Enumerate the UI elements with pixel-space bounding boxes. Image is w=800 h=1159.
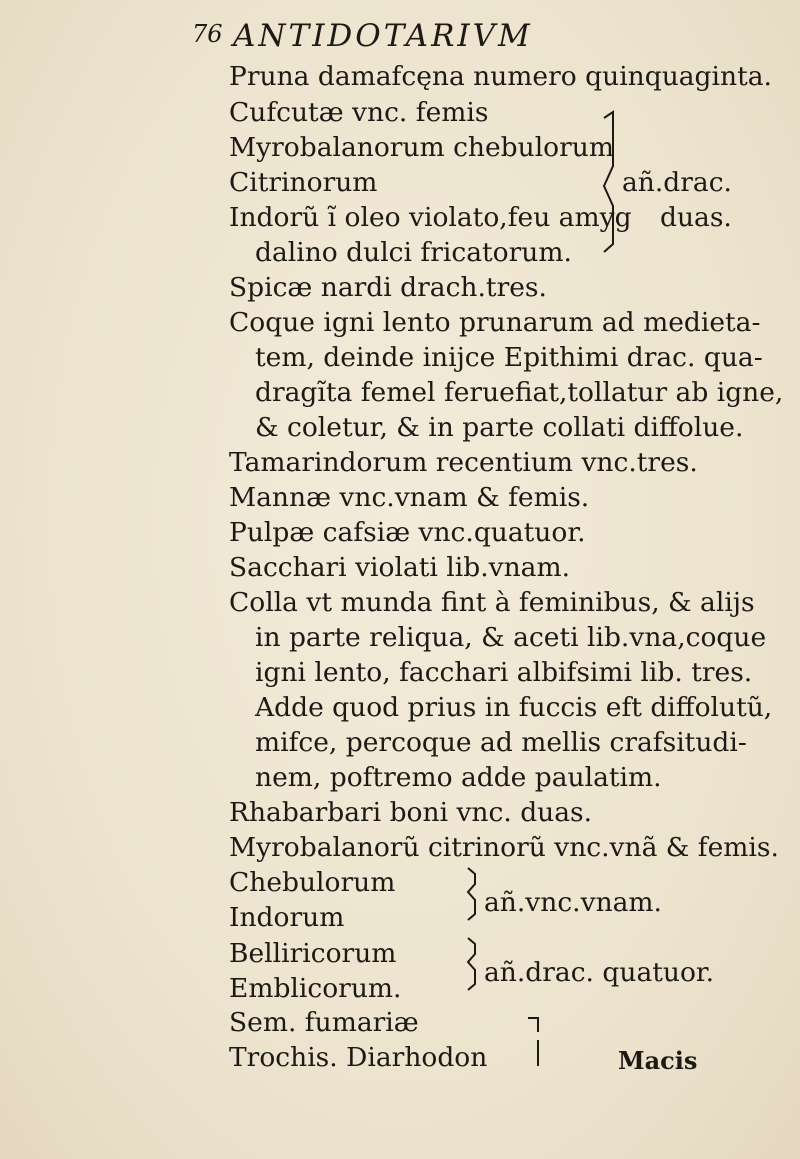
text-line: nem, poftremo adde paulatim. [255,762,662,793]
running-title: ANTIDOTARIVM [233,18,533,54]
brace-label: añ.drac. quatuor. [484,957,715,988]
brace-mark [468,868,475,920]
text-line: Pruna damafcęna numero quinquaginta. [229,61,772,92]
text-line: Mannæ vnc.vnam & femis. [229,482,590,513]
brace-mark [468,938,475,990]
text-line: Coque igni lento prunarum ad medieta- [229,307,761,338]
text-line: Belliricorum [229,938,397,969]
catchword: Macis [618,1046,698,1075]
brace-label: añ.drac. [622,167,732,198]
text-line: Sacchari violati lib.vnam. [229,552,571,583]
text-line: Cufcutæ vnc. femis [229,97,489,128]
text-line: dragĩta femel feruefiat,tollatur ab igne, [255,377,784,408]
text-line: tem, deinde inijce Epithimi drac. qua- [255,342,763,373]
text-line: Tamarindorum recentium vnc.tres. [229,447,698,478]
text-line: Indorũ ĩ oleo violato,feu amyg [229,202,632,233]
page-number: 76 [192,20,223,48]
text-line: Myrobalanorũ citrinorũ vnc.vnã & femis. [229,832,779,863]
text-line: Spicæ nardi drach.tres. [229,272,547,303]
text-line: Pulpæ cafsiæ vnc.quatuor. [229,517,586,548]
text-line: Trochis. Diarhodon [229,1042,488,1073]
text-line: Rhabarbari boni vnc. duas. [229,797,593,828]
text-line: Myrobalanorum chebulorum [229,132,614,163]
text-line: Adde quod prius in fuccis eft diffolutũ, [255,692,773,723]
brace-mark [528,1018,538,1032]
text-line: mifce, percoque ad mellis crafsitudi- [255,727,747,758]
brace-label: duas. [660,202,732,233]
text-line: Citrinorum [229,167,378,198]
text-line: in parte reliqua, & aceti lib.vna,coque [255,622,767,653]
text-line: & coletur, & in parte collati diffolue. [255,412,744,443]
text-line: Emblicorum. [229,973,402,1004]
text-line: Sem. fumariæ [229,1007,419,1038]
text-line: Colla vt munda fint à feminibus, & alijs [229,587,755,618]
text-line: igni lento, facchari albifsimi lib. tres. [255,657,753,688]
text-line: Indorum [229,902,345,933]
text-line: dalino dulci fricatorum. [255,237,572,268]
text-line: Chebulorum [229,867,396,898]
brace-label: añ.vnc.vnam. [484,887,662,918]
